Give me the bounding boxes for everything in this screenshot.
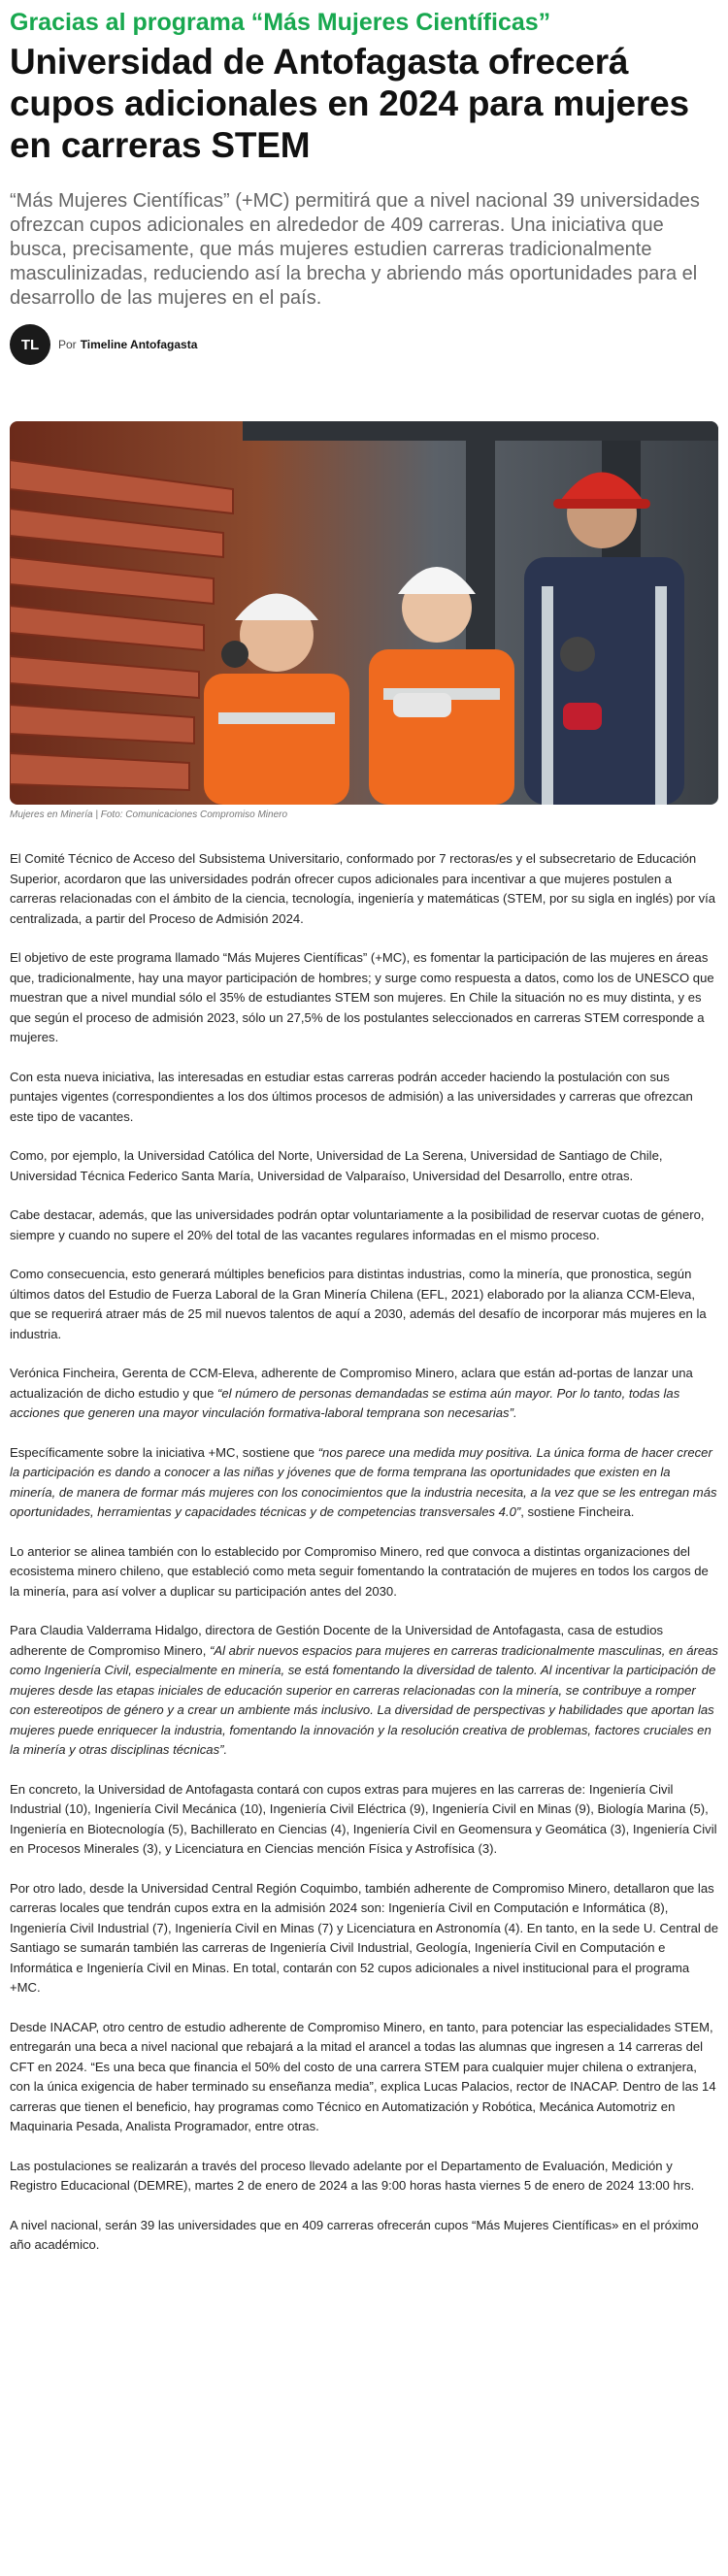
paragraph-8-text: Específicamente sobre la iniciativa +MC, sostiene que bbox=[10, 1444, 318, 1460]
paragraph-8-quote: “nos parece una medida muy positiva. La única forma de hacer crecer la participación es dando a conocer a las niñas y jóvenes que de forma temprana las oportunidades que existen en la minería, de manera de formar más mujeres con los conocimientos que la industria necesita, a la vez que se les entregan más oportunidades, herramientas y capacidades técnicas y de competencias transversales 4.0” bbox=[10, 1444, 717, 1519]
paragraph-9: Lo anterior se alinea también con lo establecido por Compromiso Minero, red que convoca a distintas organizaciones del ecosistema minero chileno, que estableció como meta seguir fomentando la contratación de mujeres en todos los cargos de la minería, para así volver a duplicar su participación antes del 2030. bbox=[10, 1543, 709, 1599]
paragraph-13: Desde INACAP, otro centro de estudio adherente de Compromiso Minero, en tanto, para potenciar las especialidades STEM, entregarán una beca a nivel nacional que rebajará a la mitad el arancel a todas las alumnas que ingresen a 14 carreras del CFT en 2024. “Es una beca que financia el 50% del costo de una carrera STEM para cualquier mujer chilena o extranjera, con la única exigencia de haber terminado su enseñanza media”, explica Lucas Palacios, rector de INACAP. Dentro de las 14 carreras que tienen el beneficio, hay programas como Técnico en Automatización y Robótica, Mecánica Automotriz en Maquinaria Pesada, Analista Programador, entre otras. bbox=[10, 2019, 716, 2133]
byline-prefix: Por bbox=[58, 338, 77, 351]
author-avatar-initials: TL bbox=[20, 336, 40, 353]
paragraph-10 bbox=[10, 1621, 718, 1761]
paragraph-8-tail: , sostiene Fincheira. bbox=[520, 1504, 635, 1519]
paragraph-12: Por otro lado, desde la Universidad Central Región Coquimbo, también adherente de Compromiso Minero, detallaron que las carreras locales que tendrán cupos extra en la admisión 2024 son: Ingeniería Civil en Computación e Informática (8), Ingeniería Civil Industrial (7), Ingeniería Civil en Minas (7) y Licenciatura en Astronomía (4). En tanto, en la sede U. Central de Santiago se sumarán también las carreras de Ingeniería Civil Industrial, Geología, Ingeniería Civil en Computación e Informática e Ingeniería Civil en Minas. En total, contarán con 52 cupos adicionales a nivel institucional para el programa +MC. bbox=[10, 1880, 718, 1995]
paragraph-7-quote: “el número de personas demandadas se estima aún mayor. Por lo tanto, todas las acciones que generen una mayor vinculación formativa-laboral temprana son necesarias”. bbox=[10, 1385, 680, 1420]
paragraph-14: Las postulaciones se realizarán a través del proceso llevado adelante por el Departamento de Evaluación, Medición y Registro Educacional (DEMRE), martes 2 de enero de 2024 a las 9:00 horas hasta viernes 5 de enero de 2024 13:00 hrs. bbox=[10, 2158, 695, 2193]
article-body bbox=[10, 849, 718, 2256]
author-link[interactable]: Timeline Antofagasta bbox=[80, 338, 198, 351]
paragraph-10-text: Para Claudia Valderrama Hidalgo, directora de Gestión Docente de la Universidad de Antofagasta, casa de estudios adherente de Compromiso Minero, bbox=[10, 1623, 664, 1658]
byline bbox=[10, 324, 718, 365]
paragraph-1: El Comité Técnico de Acceso del Subsistema Universitario, conformado por 7 rectoras/es y el subsecretario de Educación Superior, acordaron que las universidades podrán ofrecer cupos adicionales para incentivar a que mujeres postulen a carreras relacionadas con el ámbito de la ciencia, tecnología, ingeniería y matemáticas (STEM, por su sigla en inglés) por vía centralizada, a partir del Proceso de Admisión 2024. bbox=[10, 851, 716, 926]
article-photo bbox=[10, 421, 718, 805]
paragraph-15: A nivel nacional, serán 39 las universidades que en 409 carreras ofrecerán cupos “Más Mujeres Científicas» en el próximo año académico. bbox=[10, 2217, 699, 2252]
paragraph-3: Con esta nueva iniciativa, las interesadas en estudiar estas carreras podrán acceder haciendo la postulación con sus puntajes vigentes (correspondientes a los dos últimos procesos de admisión) a las universidades y carreras que ofrezcan este tipo de vacantes. bbox=[10, 1069, 693, 1124]
paragraph-8 bbox=[10, 1443, 718, 1523]
author-avatar[interactable] bbox=[10, 324, 50, 365]
article-lead: “Más Mujeres Científicas” (+MC) permitirá que a nivel nacional 39 universidades ofrezcan cupos adicionales en alrededor de 409 carreras. Una iniciativa que busca, precisamente, que más mujeres estudien carreras tradicionalmente masculinizadas, reduciendo así la brecha y abriendo más oportunidades para el desarrollo de las mujeres en el país. bbox=[10, 190, 700, 309]
paragraph-4: Como, por ejemplo, la Universidad Católica del Norte, Universidad de La Serena, Universidad de Santiago de Chile, Universidad Técnica Federico Santa María, Universidad de Valparaíso, Universidad del Desarrollo, entre otras. bbox=[10, 1148, 663, 1183]
article-title: Universidad de Antofagasta ofrecerá cupos adicionales en 2024 para mujeres en carreras STEM bbox=[10, 42, 689, 165]
paragraph-6: Como consecuencia, esto generará múltiples beneficios para distintas industrias, como la minería, que pronostica, según últimos datos del Estudio de Fuerza Laboral de la Gran Minería Chilena (EFL, 2021) elaborado por la alianza CCM-Eleva, que se requerirá atraer más de 25 mil nuevos talentos de aquí a 2030, además del desafío de incorporar más mujeres en la industria. bbox=[10, 1267, 707, 1341]
paragraph-11: En concreto, la Universidad de Antofagasta contará con cupos extras para mujeres en las carreras de: Ingeniería Civil Industrial (10), Ingeniería Civil Mecánica (10), Ingeniería Civil Eléctrica (9), Ingeniería Civil en Minas (9), Biología Marina (5), Ingeniería en Biotecnología (5), Bachillerato en Ciencias (4), Ingeniería Civil en Geomensura y Geomática (3), Ingeniería Civil en Procesos Minerales (3), y Licenciatura en Ciencias mención Física y Astrofísica (3). bbox=[10, 1781, 717, 1856]
paragraph-2: El objetivo de este programa llamado “Más Mujeres Científicas” (+MC), es fomentar la participación de las mujeres en áreas que, tradicionalmente, hay una mayor participación de hombres; y surge como respuesta a datos, como los de UNESCO que muestran que a nivel mundial sólo el 35% de estudiantes STEM son mujeres. En Chile la situación no es muy distinta, y es que según el proceso de admisión 2023, sólo un 27,5% de los postulantes seleccionados en carreras STEM corresponde a mujeres. bbox=[10, 950, 714, 1044]
paragraph-7 bbox=[10, 1364, 718, 1424]
article-kicker: Gracias al programa “Más Mujeres Científicas” bbox=[10, 9, 551, 36]
image-caption: Mujeres en Minería | Foto: Comunicaciones Compromiso Minero bbox=[10, 809, 288, 820]
paragraph-10-quote: “Al abrir nuevos espacios para mujeres en carreras tradicionalmente masculinas, en áreas como Ingeniería Civil, especialmente en minería, se está fomentando la diversidad de talento. Al incentivar la participación de mujeres desde las etapas iniciales de educación superior en carreras relacionadas con la minería, se contribuye a romper con estereotipos de género y a crear un ambiente más inclusivo. La diversidad de perspectivas y habilidades que aportan las mujeres puede enriquecer la industria, fomentando la innovación y la resolución creativa de problemas, factores cruciales en la minería y otras disciplinas técnicas”. bbox=[10, 1642, 718, 1757]
paragraph-7-text: Verónica Fincheira, Gerenta de CCM-Eleva, adherente de Compromiso Minero, aclara que están ad-portas de lanzar una actualización de dicho estudio y que bbox=[10, 1366, 693, 1401]
paragraph-5: Cabe destacar, además, que las universidades podrán optar voluntariamente a la posibilidad de reservar cuotas de género, siempre y cuando no supere el 20% del total de las vacantes regulares informadas en el mismo proceso. bbox=[10, 1207, 705, 1242]
